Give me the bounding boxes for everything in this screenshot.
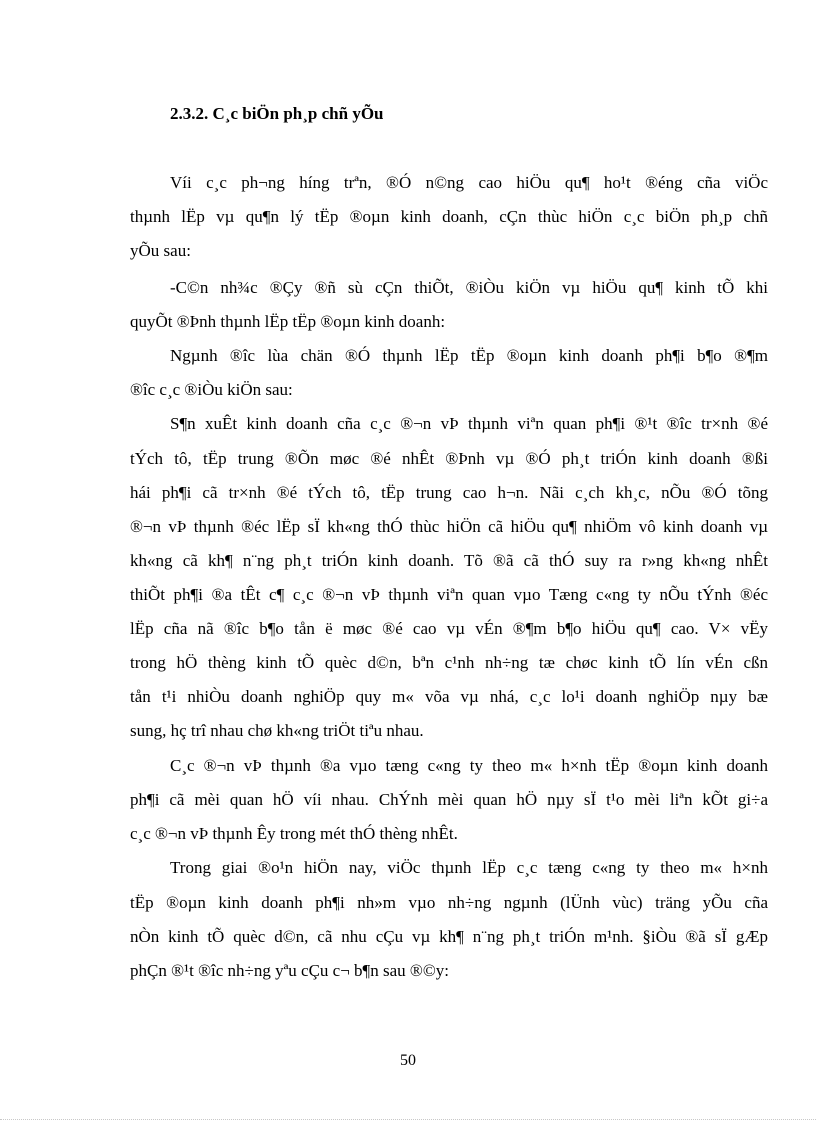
body-line: C¸c ®¬n vÞ thµnh ®a vµo tæng c«ng ty theo m« h×nh tËp ®oµn kinh doanh bbox=[170, 756, 768, 775]
body-line: thiÕt ph¶i ®a tÊt c¶ c¸c ®¬n vÞ thµnh viªn quan vµo Tæng c«ng ty nÕu tÝnh ®éc bbox=[130, 585, 768, 604]
body-line: kh«ng cã kh¶ n¨ng ph¸t triÓn kinh doanh. Tõ ®ã cã thÓ suy ra r»ng kh«ng nhÊt bbox=[130, 551, 768, 570]
body-line: tÝch tô, tËp trung ®Õn møc ®é nhÊt ®Þnh vµ ®Ó ph¸t triÓn kinh doanh ®ßi bbox=[130, 449, 768, 468]
body-line: trong hÖ thèng kinh tÕ quèc d©n, bªn c¹nh nh÷ng tæ chøc kinh tÕ lín vÉn cßn bbox=[130, 653, 768, 672]
body-line: lËp cña nã ®îc b¶o tån ë møc ®é cao vµ vÉn ®¶m b¶o hiÖu qu¶ cao. V× vËy bbox=[130, 619, 768, 638]
body-line: sung, hç trî nhau chø kh«ng triÖt tiªu nhau. bbox=[130, 721, 424, 740]
body-line: tån t¹i nhiÒu doanh nghiÖp quy m« võa vµ nhá, c¸c lo¹i doanh nghiÖp nµy bæ bbox=[130, 687, 768, 706]
body-line: yÕu sau: bbox=[130, 241, 191, 260]
body-line: quyÕt ®Þnh thµnh lËp tËp ®oµn kinh doanh: bbox=[130, 312, 446, 331]
body-line: S¶n xuÊt kinh doanh cña c¸c ®¬n vÞ thµnh viªn quan ph¶i ®¹t ®îc tr×nh ®é bbox=[170, 414, 768, 433]
section-heading: 2.3.2. C¸c biÖn ph¸p chñ yÕu bbox=[170, 104, 384, 123]
body-line: Ngµnh ®îc lùa chän ®Ó thµnh lËp tËp ®oµn kinh doanh ph¶i b¶o ®¶m bbox=[170, 346, 768, 365]
body-line: c¸c ®¬n vÞ thµnh Êy trong mét thÓ thèng nhÊt. bbox=[130, 824, 458, 843]
body-line: tËp ®oµn kinh doanh ph¶i nh»m vµo nh÷ng ngµnh (lÜnh vùc) träng yÕu cña bbox=[130, 893, 768, 912]
body-line: thµnh lËp vµ qu¶n lý tËp ®oµn kinh doanh, cÇn thùc hiÖn c¸c biÖn ph¸p chñ bbox=[130, 207, 768, 226]
page-number: 50 bbox=[400, 1052, 416, 1069]
body-line: nÒn kinh tÕ quèc d©n, cã nhu cÇu vµ kh¶ n¨ng ph¸t triÓn m¹nh. §iÒu ®ã sÏ gÆp bbox=[130, 927, 768, 946]
body-line: Víi c¸c ph¬ng híng trªn, ®Ó n©ng cao hiÖu qu¶ ho¹t ®éng cña viÖc bbox=[170, 173, 768, 192]
body-line: ph¶i cã mèi quan hÖ víi nhau. ChÝnh mèi quan hÖ nµy sÏ t¹o mèi liªn kÕt gi÷a bbox=[130, 790, 768, 809]
body-line: hái ph¶i cã tr×nh ®é tÝch tô, tËp trung cao h¬n. Nãi c¸ch kh¸c, nÕu ®Ó tõng bbox=[130, 483, 768, 502]
body-line: -C©n nh¾c ®Çy ®ñ sù cÇn thiÕt, ®iÒu kiÖn vµ hiÖu qu¶ kinh tÕ khi bbox=[170, 278, 768, 297]
body-line: Trong giai ®o¹n hiÖn nay, viÖc thµnh lËp c¸c tæng c«ng ty theo m« h×nh bbox=[170, 858, 768, 877]
body-line: ®¬n vÞ thµnh ®éc lËp sÏ kh«ng thÓ thùc hiÖn cã hiÖu qu¶ nhiÖm vô kinh doanh vµ bbox=[130, 517, 768, 536]
body-line: ®îc c¸c ®iÒu kiÖn sau: bbox=[130, 380, 293, 399]
page-bottom-divider bbox=[0, 1119, 816, 1120]
body-line: phÇn ®¹t ®îc nh÷ng yªu cÇu c¬ b¶n sau ®©y: bbox=[130, 961, 449, 980]
